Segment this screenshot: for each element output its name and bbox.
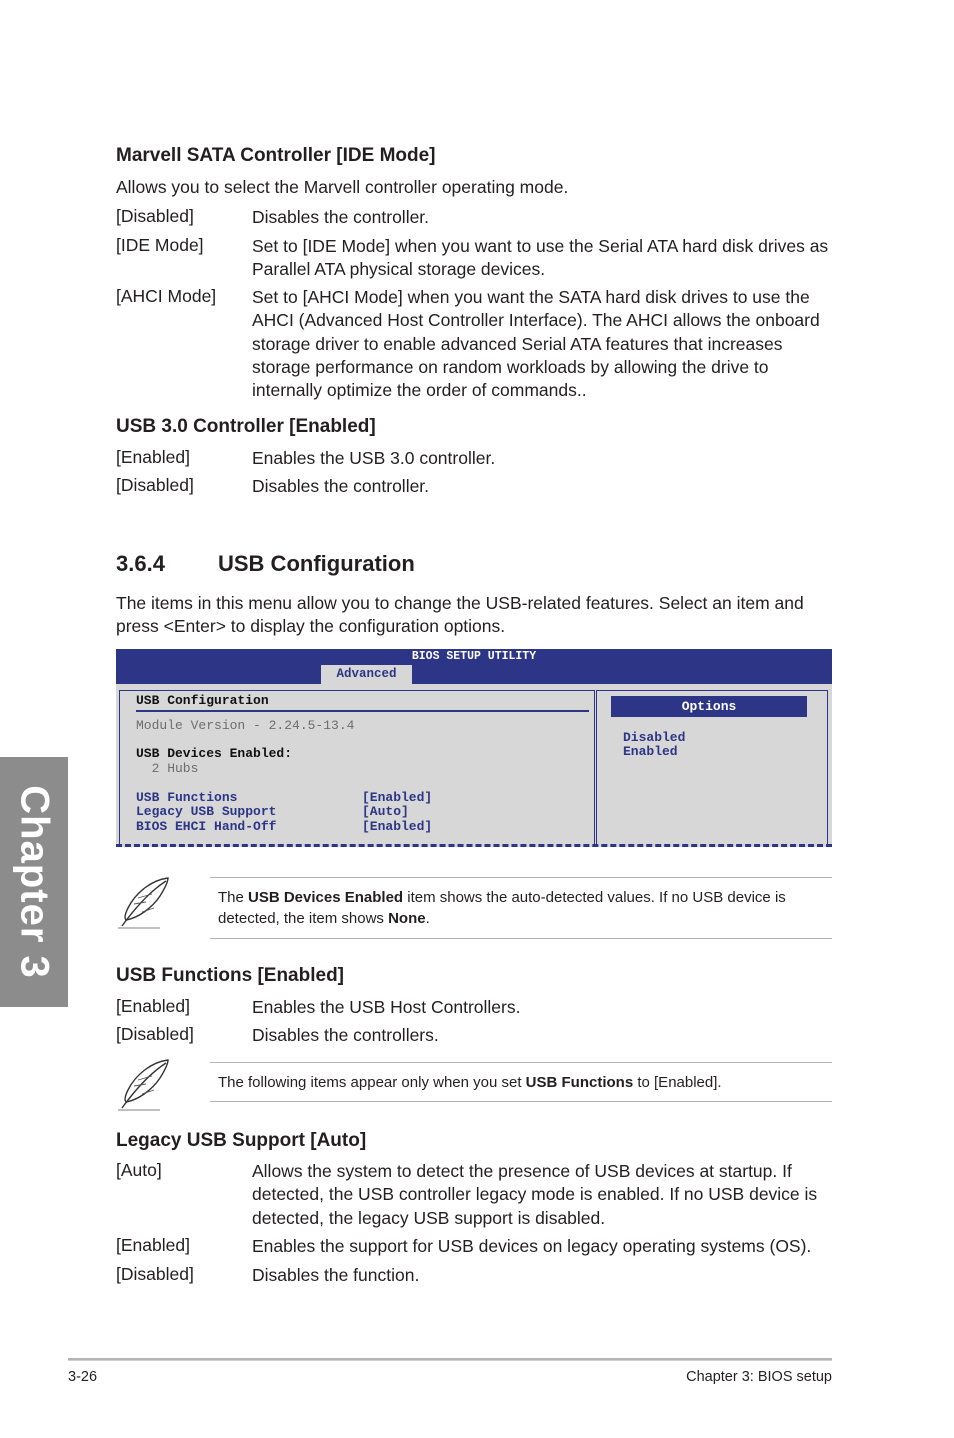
marvell-option-key: [AHCI Mode] bbox=[116, 286, 217, 306]
footer-divider bbox=[68, 1358, 832, 1361]
marvell-option-desc: Set to [AHCI Mode] when you want the SATA hard disk drives to use the AHCI (Advanced Host Controller Interface). The AHCI allows the onboard storage driver to enable advanced Serial ATA features that increases storage performance on random workloads by allowing the drive to internally optimize the order of commands.. bbox=[252, 287, 820, 401]
bios-item-legacy-usb[interactable]: Legacy USB Support bbox=[136, 804, 277, 819]
footer-chapter-title: Chapter 3: BIOS setup bbox=[686, 1369, 832, 1385]
bios-header-bar bbox=[116, 649, 832, 684]
legacy-option-desc: Disables the function. bbox=[252, 1265, 420, 1285]
usb30-option-desc: Disables the controller. bbox=[252, 476, 430, 496]
usb-functions-option-desc: Disables the controllers. bbox=[252, 1025, 439, 1045]
legacy-option-key: [Enabled] bbox=[116, 1235, 190, 1255]
section-intro: The items in this menu allow you to change the USB-related features. Select an item and press <Enter> to display the configuration options. bbox=[116, 593, 804, 636]
section-title: USB Configuration bbox=[218, 551, 415, 576]
legacy-option-desc: Enables the support for USB devices on legacy operating systems (OS). bbox=[252, 1236, 812, 1256]
usb30-heading: USB 3.0 Controller [Enabled] bbox=[116, 416, 376, 437]
usb-functions-heading: USB Functions [Enabled] bbox=[116, 965, 344, 986]
bios-tab-advanced[interactable]: Advanced bbox=[321, 665, 412, 684]
bios-body bbox=[116, 684, 832, 847]
bios-screen bbox=[116, 649, 832, 847]
marvell-option-key: [IDE Mode] bbox=[116, 235, 204, 255]
note-feather-icon bbox=[112, 1056, 174, 1114]
bios-item-value[interactable]: [Auto] bbox=[362, 804, 409, 819]
note-box bbox=[210, 877, 832, 939]
section-number: 3.6.4 bbox=[116, 551, 165, 576]
bios-title: BIOS SETUP UTILITY bbox=[411, 650, 537, 663]
page-number: 3-26 bbox=[68, 1369, 98, 1385]
marvell-heading: Marvell SATA Controller [IDE Mode] bbox=[116, 145, 436, 166]
usb-functions-option-desc: Enables the USB Host Controllers. bbox=[252, 997, 521, 1017]
note-feather-icon bbox=[112, 874, 174, 932]
bios-module-version: Module Version - 2.24.5-13.4 bbox=[136, 718, 355, 733]
bios-item-value[interactable]: [Enabled] bbox=[362, 819, 433, 834]
bios-options-panel bbox=[596, 690, 828, 847]
usb30-option-key: [Disabled] bbox=[116, 475, 194, 495]
bios-item-value[interactable]: [Enabled] bbox=[362, 790, 433, 805]
bios-devices-value: 2 Hubs bbox=[136, 761, 199, 776]
bios-cut-edge bbox=[116, 844, 832, 847]
bios-title-underline bbox=[136, 710, 589, 712]
chapter-tab-label: Chapter 3 bbox=[12, 785, 57, 979]
bios-option-disabled[interactable]: Disabled bbox=[623, 730, 686, 745]
bios-item-ehci-handoff[interactable]: BIOS EHCI Hand-Off bbox=[136, 819, 277, 834]
usb30-option-key: [Enabled] bbox=[116, 447, 190, 467]
bios-option-enabled[interactable]: Enabled bbox=[623, 744, 678, 759]
marvell-option-desc: Disables the controller. bbox=[252, 207, 430, 227]
usb-functions-option-key: [Disabled] bbox=[116, 1024, 194, 1044]
bios-options-header: Options bbox=[611, 696, 807, 717]
legacy-option-key: [Auto] bbox=[116, 1160, 162, 1180]
bios-devices-label: USB Devices Enabled: bbox=[136, 746, 293, 761]
chapter-side-tab bbox=[0, 757, 68, 1007]
bios-main-panel bbox=[119, 690, 595, 847]
marvell-option-desc: Set to [IDE Mode] when you want to use the Serial ATA hard disk drives as Parallel ATA physical storage devices. bbox=[252, 236, 829, 280]
legacy-option-key: [Disabled] bbox=[116, 1264, 194, 1284]
legacy-option-desc: Allows the system to detect the presence of USB devices at startup. If detected, the USB controller legacy mode is enabled. If no USB device is detected, the legacy USB support is disabled. bbox=[252, 1161, 818, 1228]
note-text: The following items appear only when you set USB Functions to [Enabled]. bbox=[218, 1074, 722, 1091]
bios-item-usb-functions[interactable]: USB Functions bbox=[136, 790, 238, 805]
marvell-intro: Allows you to select the Marvell controller operating mode. bbox=[116, 177, 569, 197]
bios-panel-title: USB Configuration bbox=[136, 693, 269, 708]
usb30-option-desc: Enables the USB 3.0 controller. bbox=[252, 448, 496, 468]
note-box bbox=[210, 1062, 832, 1102]
legacy-usb-heading: Legacy USB Support [Auto] bbox=[116, 1130, 367, 1151]
note-text: The USB Devices Enabled item shows the auto-detected values. If no USB device is detected, the item shows None. bbox=[218, 889, 786, 927]
marvell-option-key: [Disabled] bbox=[116, 206, 194, 226]
usb-functions-option-key: [Enabled] bbox=[116, 996, 190, 1016]
